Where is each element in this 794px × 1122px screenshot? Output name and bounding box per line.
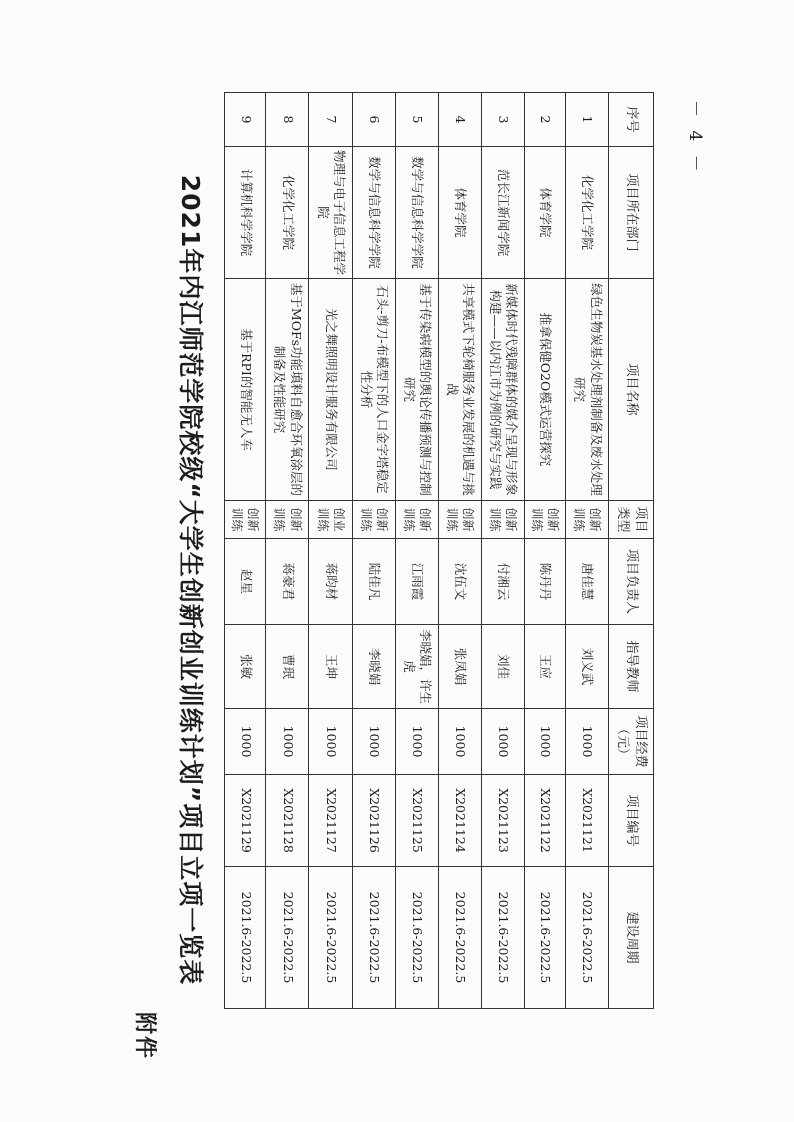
header-leader: 项目负责人 [609, 539, 654, 625]
cell-project-name: 基于传染病模型的舆论传播预测与控制研究 [395, 279, 438, 501]
cell-leader: 唐佳慧 [565, 539, 608, 625]
cell-department: 数学与信息科学学院 [395, 147, 438, 279]
header-project-name: 项目名称 [609, 279, 654, 501]
cell-index: 1 [565, 93, 608, 147]
cell-advisor: 李晓娟，许生虎 [395, 625, 438, 709]
cell-advisor: 李晓娟 [352, 625, 395, 709]
cell-department: 数学与信息科学学院 [352, 147, 395, 279]
cell-project-type: 创新训练 [352, 501, 395, 539]
cell-period: 2021.6-2022.5 [225, 867, 266, 1009]
header-funding: 项目经费（元） [609, 709, 654, 775]
cell-leader: 赵星 [225, 539, 266, 625]
cell-project-name: 绿色生物炭基水处理剂制备及废水处理研究 [565, 279, 608, 501]
cell-project-code: X2021127 [309, 775, 352, 867]
cell-department: 体育学院 [524, 147, 565, 279]
cell-advisor: 王应 [524, 625, 565, 709]
cell-project-type: 创新训练 [565, 501, 608, 539]
cell-department: 化学化工学院 [266, 147, 309, 279]
page-number: － 4 － [685, 100, 705, 176]
cell-funding: 1000 [524, 709, 565, 775]
cell-index: 8 [266, 93, 309, 147]
cell-period: 2021.6-2022.5 [309, 867, 352, 1009]
cell-funding: 1000 [395, 709, 438, 775]
cell-index: 9 [225, 93, 266, 147]
cell-project-name: 新媒体时代残障群体的媒介呈现与形象构建——以内江市为例的研究与实践 [481, 279, 524, 501]
cell-advisor: 张敏 [225, 625, 266, 709]
cell-index: 7 [309, 93, 352, 147]
table-row [481, 93, 524, 1009]
cell-project-code: X2021124 [438, 775, 481, 867]
cell-project-type: 创新训练 [438, 501, 481, 539]
cell-project-name: 推拿保健O2O模式运营探究 [524, 279, 565, 501]
cell-index: 4 [438, 93, 481, 147]
cell-period: 2021.6-2022.5 [481, 867, 524, 1009]
cell-funding: 1000 [352, 709, 395, 775]
table-row [309, 93, 352, 1009]
cell-project-type: 创新训练 [395, 501, 438, 539]
cell-funding: 1000 [481, 709, 524, 775]
header-index: 序号 [609, 93, 654, 147]
cell-leader: 江雨霞 [395, 539, 438, 625]
cell-funding: 1000 [438, 709, 481, 775]
table-header-row [609, 93, 654, 1009]
cell-department: 物理与电子信息工程学院 [309, 147, 352, 279]
cell-leader: 付湘云 [481, 539, 524, 625]
cell-department: 化学化工学院 [565, 147, 608, 279]
project-table [224, 92, 654, 1009]
header-department: 项目所在部门 [609, 147, 654, 279]
table-row [395, 93, 438, 1009]
cell-advisor: 王坤 [309, 625, 352, 709]
table-row [352, 93, 395, 1009]
cell-index: 5 [395, 93, 438, 147]
table-row [565, 93, 608, 1009]
cell-project-code: X2021128 [266, 775, 309, 867]
cell-leader: 蒋豪君 [266, 539, 309, 625]
table-row [266, 93, 309, 1009]
cell-leader: 沈伍文 [438, 539, 481, 625]
cell-funding: 1000 [565, 709, 608, 775]
cell-index: 2 [524, 93, 565, 147]
cell-project-type: 创新训练 [225, 501, 266, 539]
table-row [225, 93, 266, 1009]
header-project-type: 项目类型 [609, 501, 654, 539]
cell-department: 范长江新闻学院 [481, 147, 524, 279]
cell-funding: 1000 [225, 709, 266, 775]
cell-leader: 陈丹丹 [524, 539, 565, 625]
cell-leader: 陆佳凡 [352, 539, 395, 625]
table-row [524, 93, 565, 1009]
cell-period: 2021.6-2022.5 [524, 867, 565, 1009]
cell-project-name: 光之舞照明设计服务有限公司 [309, 279, 352, 501]
cell-project-type: 创新训练 [524, 501, 565, 539]
cell-project-code: X2021125 [395, 775, 438, 867]
table-row [438, 93, 481, 1009]
cell-index: 6 [352, 93, 395, 147]
cell-advisor: 刘义武 [565, 625, 608, 709]
cell-period: 2021.6-2022.5 [266, 867, 309, 1009]
cell-period: 2021.6-2022.5 [352, 867, 395, 1009]
header-advisor: 指导教师 [609, 625, 654, 709]
cell-leader: 蒋昀材 [309, 539, 352, 625]
cell-period: 2021.6-2022.5 [438, 867, 481, 1009]
cell-project-code: X2021126 [352, 775, 395, 867]
cell-department: 计算机科学学院 [225, 147, 266, 279]
cell-funding: 1000 [266, 709, 309, 775]
cell-project-name: 基于RPI的智能无人车 [225, 279, 266, 501]
header-project-code: 项目编号 [609, 775, 654, 867]
cell-project-name: 共享模式下轮椅服务业发展的机遇与挑战 [438, 279, 481, 501]
cell-project-name: 石头-剪刀-布模型下的人口金字塔稳定性分析 [352, 279, 395, 501]
attachment-label: 附件 [132, 1012, 157, 1061]
cell-advisor: 张凤娟 [438, 625, 481, 709]
cell-project-code: X2021122 [524, 775, 565, 867]
cell-project-code: X2021121 [565, 775, 608, 867]
document-title: 2021年内江师范学院校级“大学生创新创业训练计划”项目立项一览表 [176, 174, 205, 986]
cell-advisor: 曹珉 [266, 625, 309, 709]
cell-project-type: 创业训练 [309, 501, 352, 539]
cell-index: 3 [481, 93, 524, 147]
cell-period: 2021.6-2022.5 [565, 867, 608, 1009]
cell-project-code: X2021123 [481, 775, 524, 867]
cell-advisor: 刘佳 [481, 625, 524, 709]
cell-project-type: 创新训练 [266, 501, 309, 539]
cell-project-name: 基于MOFs功能填料自愈合环氧涂层的制备及性能研究 [266, 279, 309, 501]
cell-department: 体育学院 [438, 147, 481, 279]
cell-funding: 1000 [309, 709, 352, 775]
cell-period: 2021.6-2022.5 [395, 867, 438, 1009]
cell-project-type: 创新训练 [481, 501, 524, 539]
cell-project-code: X2021129 [225, 775, 266, 867]
header-period: 建设周期 [609, 867, 654, 1009]
